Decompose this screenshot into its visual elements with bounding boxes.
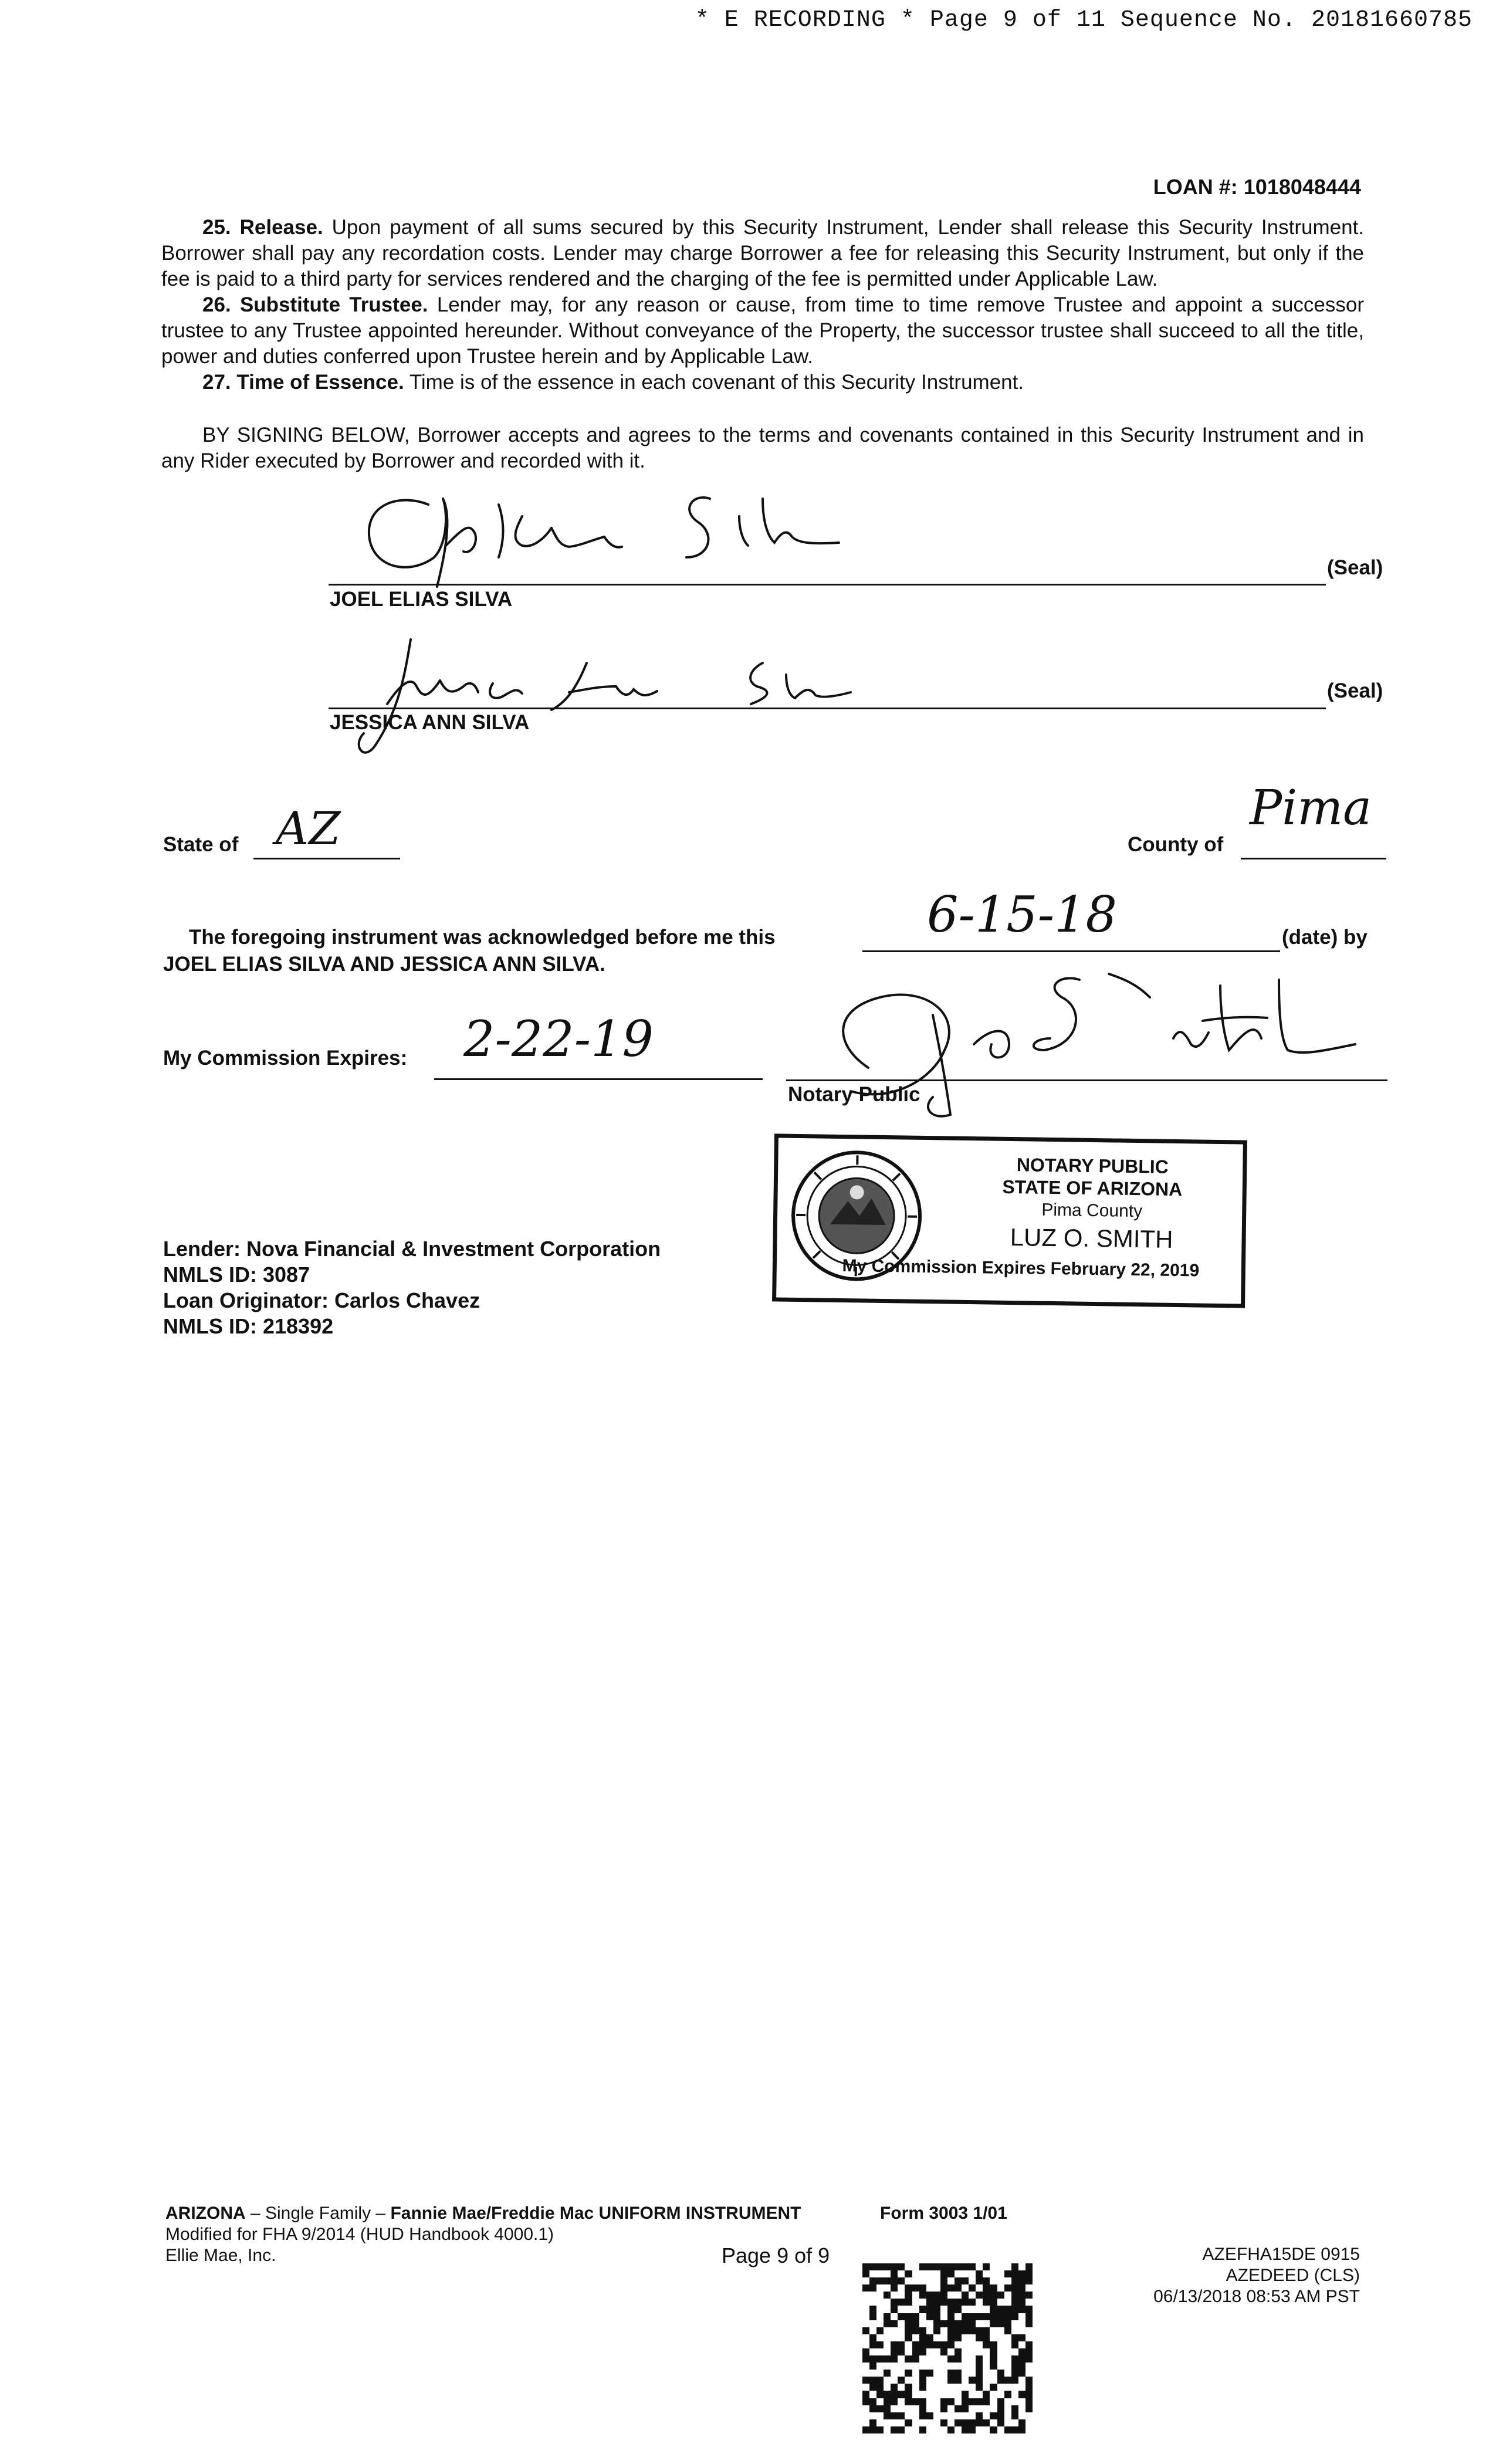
recording-header: * E RECORDING * Page 9 of 11 Sequence No. 20181660785: [695, 7, 1473, 33]
county-line: [1241, 858, 1386, 859]
state-line: [253, 858, 400, 859]
lender-nmls: NMLS ID: 3087: [163, 1263, 310, 1287]
ack-date-line: [862, 950, 1280, 952]
stamp-state: STATE OF ARIZONA: [1002, 1176, 1183, 1200]
signing-statement-text: BY SIGNING BELOW, Borrower accepts and agrees to the terms and covenants contained in this Security Instrument and in any Rider executed by Borrower and recorded with it.: [161, 424, 1364, 472]
section-text: Upon payment of all sums secured by this Security Instrument, Lender shall release this Security Instrument. Borrower shall pay any recordation costs. Lender may charge Borrower a fee for releasing this Security Instrument, but only if the fee is paid to a third party for services rendered and the charging of the fee is permitted under Applicable Law.: [161, 216, 1364, 290]
signer-name: JESSICA ANN SILVA: [330, 711, 530, 734]
notary-signature-line: [786, 1079, 1387, 1081]
seal-label: (Seal): [1327, 556, 1383, 579]
footer-page-number: Page 9 of 9: [722, 2243, 830, 2267]
section-26: [161, 292, 1364, 370]
commission-label: My Commission Expires:: [163, 1047, 408, 1069]
footer-timestamp: 06/13/2018 08:53 AM PST: [1153, 2287, 1360, 2306]
date-label: (date) by: [1282, 926, 1368, 949]
notary-stamp: [772, 1133, 1247, 1308]
section-text: Lender may, for any reason or cause, from time to time remove Trustee and appoint a successor trustee to any Trustee appointed hereunder. Without conveyance of the Property, the successor trustee shall succeed to all the title, power and duties conferred upon Trustee herein and by Applicable Law.: [161, 293, 1364, 368]
commission-line: [434, 1078, 763, 1080]
county-value: Pima: [1250, 780, 1372, 836]
footer-state: ARIZONA: [165, 2204, 246, 2223]
signing-statement: [161, 422, 1364, 474]
section-title: Release.: [239, 216, 323, 239]
footer-descriptor: – Single Family –: [245, 2204, 391, 2223]
signature-line: [329, 708, 1326, 709]
section-number: 27.: [202, 371, 231, 394]
lender-name: Lender: Nova Financial & Investment Corporation: [163, 1237, 661, 1261]
signature-line: [329, 584, 1326, 585]
ack-date-value: 6-15-18: [927, 886, 1117, 943]
stamp-county: Pima County: [1041, 1200, 1143, 1221]
footer-code-1: AZEFHA15DE 0915: [1202, 2245, 1360, 2264]
commission-value: 2-22-19: [463, 1010, 654, 1068]
loan-number: LOAN #: 1018048444: [1153, 175, 1361, 199]
state-value: AZ: [276, 803, 341, 855]
section-27: [161, 370, 1364, 395]
acknowledgement-text: The foregoing instrument was acknowledged before me this: [189, 926, 776, 949]
section-number: 26.: [202, 293, 231, 316]
footer-code-2: AZEDEED (CLS): [1226, 2266, 1360, 2285]
footer-form-title: [165, 2204, 801, 2223]
footer-instrument: Fannie Mae/Freddie Mac UNIFORM INSTRUMENT: [390, 2204, 801, 2223]
stamp-notary-name: LUZ O. SMITH: [1010, 1223, 1173, 1253]
section-text: Time is of the essence in each covenant of this Security Instrument.: [409, 371, 1024, 394]
acknowledged-parties: JOEL ELIAS SILVA AND JESSICA ANN SILVA.: [163, 953, 605, 976]
stamp-title: NOTARY PUBLIC: [1016, 1154, 1169, 1177]
state-label: State of: [163, 833, 239, 856]
section-title: Substitute Trustee.: [239, 293, 428, 316]
seal-label: (Seal): [1327, 679, 1383, 702]
section-title: Time of Essence.: [236, 371, 404, 394]
section-25: [161, 215, 1364, 292]
signer-name: JOEL ELIAS SILVA: [330, 588, 513, 611]
county-label: County of: [1128, 833, 1224, 856]
loan-originator: Loan Originator: Carlos Chavez: [163, 1288, 480, 1312]
footer-vendor: Ellie Mae, Inc.: [165, 2246, 276, 2265]
footer-modified: Modified for FHA 9/2014 (HUD Handbook 4000.1): [165, 2225, 554, 2244]
footer-form-number: Form 3003 1/01: [880, 2204, 1007, 2223]
section-number: 25.: [202, 216, 231, 239]
originator-nmls: NMLS ID: 218392: [163, 1314, 334, 1338]
barcode-icon: [862, 2263, 1033, 2433]
stamp-expiration: My Commission Expires February 22, 2019: [842, 1256, 1200, 1281]
notary-public-label: Notary Public: [788, 1083, 920, 1106]
signature-jessica-ann-silva: [340, 628, 927, 769]
notary-signature: [798, 962, 1385, 1138]
